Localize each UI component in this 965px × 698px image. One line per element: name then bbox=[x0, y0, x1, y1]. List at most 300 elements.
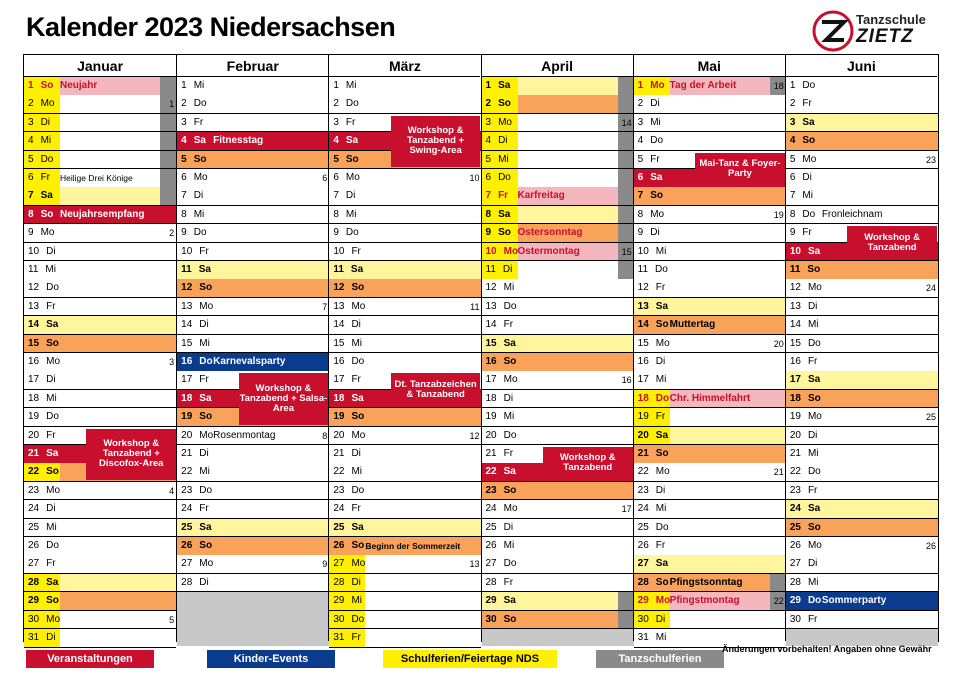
day-label bbox=[790, 132, 815, 150]
day-row bbox=[634, 611, 786, 630]
day-row bbox=[329, 95, 481, 114]
weekday: Do bbox=[807, 466, 821, 478]
day-row bbox=[634, 187, 786, 206]
day-label bbox=[181, 95, 206, 113]
day-row bbox=[482, 169, 634, 188]
week-number: 14 bbox=[621, 117, 632, 128]
day-number: 24 bbox=[28, 503, 40, 515]
day-row bbox=[786, 187, 938, 206]
day-row bbox=[329, 500, 481, 519]
day-row bbox=[786, 169, 938, 188]
day-label bbox=[181, 445, 209, 463]
day-number: 27 bbox=[789, 558, 801, 570]
day-number: 30 bbox=[333, 613, 345, 625]
day-number: 13 bbox=[181, 300, 193, 312]
day-number: 17 bbox=[637, 374, 649, 386]
weekday: Sa bbox=[351, 392, 364, 404]
day-row bbox=[786, 298, 938, 317]
day-number: 12 bbox=[637, 282, 649, 294]
day-label bbox=[28, 77, 53, 95]
day-row bbox=[786, 353, 938, 372]
day-row bbox=[634, 537, 786, 556]
day-number: 22 bbox=[181, 466, 193, 478]
day-row bbox=[786, 114, 938, 133]
day-label bbox=[638, 482, 666, 500]
day-row bbox=[177, 279, 329, 298]
weekday: Mi bbox=[807, 576, 819, 588]
day-label bbox=[486, 445, 514, 463]
day-row bbox=[482, 279, 634, 298]
day-label bbox=[28, 629, 56, 647]
dance-school-closed-marker bbox=[618, 206, 634, 224]
day-label bbox=[790, 463, 821, 481]
day-number: 18 bbox=[333, 392, 345, 404]
day-number: 14 bbox=[637, 319, 649, 331]
day-number: 6 bbox=[485, 172, 492, 183]
day-label bbox=[486, 95, 511, 113]
day-label bbox=[28, 519, 57, 537]
weekday: Do bbox=[650, 135, 664, 147]
day-label bbox=[486, 261, 513, 279]
weekday: Do bbox=[199, 484, 213, 496]
day-row bbox=[482, 592, 634, 611]
weekday: Sa bbox=[46, 576, 59, 588]
day-number: 16 bbox=[181, 356, 193, 367]
day-row bbox=[329, 316, 481, 335]
day-row bbox=[177, 224, 329, 243]
day-number: 24 bbox=[181, 503, 193, 515]
day-label bbox=[28, 445, 58, 463]
day-label bbox=[333, 206, 356, 224]
event-box: Workshop & Tanzabend bbox=[543, 447, 633, 480]
day-number: 25 bbox=[637, 521, 649, 533]
day-row bbox=[329, 169, 481, 188]
week-number: 8 bbox=[322, 430, 328, 441]
day-row bbox=[634, 316, 786, 335]
day-number: 20 bbox=[637, 429, 649, 441]
day-number: 21 bbox=[333, 448, 345, 459]
month-column-april bbox=[481, 55, 633, 641]
day-number: 4 bbox=[181, 135, 187, 147]
day-number: 11 bbox=[485, 264, 496, 275]
week-number: 18 bbox=[773, 81, 784, 91]
month-header: Januar bbox=[24, 55, 176, 77]
weekday: Mi bbox=[503, 282, 515, 294]
day-row bbox=[329, 537, 481, 556]
dance-school-closed-marker bbox=[160, 114, 176, 132]
day-label bbox=[486, 574, 514, 592]
day-label bbox=[790, 555, 818, 573]
day-label bbox=[638, 169, 663, 187]
day-note: Karfreitag bbox=[517, 190, 565, 202]
day-number: 26 bbox=[637, 540, 649, 551]
day-number: 31 bbox=[333, 632, 345, 643]
weekday: Di bbox=[351, 319, 361, 331]
day-number: 20 bbox=[181, 429, 193, 441]
weekday: Fr bbox=[199, 374, 209, 386]
day-label bbox=[181, 353, 212, 371]
weekday: Do bbox=[655, 264, 668, 275]
day-label bbox=[486, 500, 518, 518]
day-label bbox=[486, 611, 517, 629]
weekday: Mo bbox=[503, 503, 518, 515]
weekday: Di bbox=[40, 116, 51, 128]
day-number: 9 bbox=[485, 227, 492, 239]
day-row bbox=[634, 445, 786, 464]
weekday: Mi bbox=[46, 392, 57, 404]
day-label bbox=[28, 151, 53, 169]
day-number: 17 bbox=[28, 374, 40, 386]
day-note: Karnevalsparty bbox=[213, 356, 286, 367]
weekday: Do bbox=[193, 227, 207, 239]
week-number: 20 bbox=[773, 338, 784, 349]
day-number: 11 bbox=[181, 264, 192, 275]
day-number: 17 bbox=[333, 374, 345, 386]
day-number: 15 bbox=[28, 337, 40, 349]
weekday: Mo bbox=[655, 466, 670, 478]
day-number: 25 bbox=[181, 521, 193, 533]
event-box: Mai-Tanz & Foyer-Party bbox=[695, 153, 785, 186]
day-number: 4 bbox=[333, 135, 339, 147]
weekday: Di bbox=[199, 576, 209, 588]
day-number: 30 bbox=[637, 613, 649, 625]
day-label bbox=[333, 611, 364, 629]
day-row bbox=[634, 427, 786, 446]
day-row bbox=[634, 519, 786, 538]
day-row bbox=[482, 574, 634, 593]
day-number: 15 bbox=[485, 337, 497, 349]
day-label bbox=[181, 279, 212, 297]
weekday: So bbox=[807, 264, 821, 275]
day-number: 23 bbox=[333, 484, 345, 496]
weekday: Mi bbox=[345, 80, 357, 91]
day-number: 14 bbox=[789, 319, 801, 331]
day-label bbox=[638, 408, 666, 426]
day-number: 3 bbox=[28, 116, 34, 128]
day-label bbox=[28, 390, 57, 408]
weekday: Mi bbox=[193, 208, 205, 220]
day-label bbox=[181, 132, 206, 150]
day-row bbox=[24, 151, 176, 170]
day-number: 28 bbox=[789, 576, 801, 588]
day-number: 16 bbox=[637, 356, 649, 367]
day-label bbox=[333, 629, 361, 647]
weekday: Fr bbox=[655, 282, 666, 294]
week-number: 16 bbox=[621, 375, 632, 386]
day-number: 15 bbox=[637, 337, 649, 349]
day-row bbox=[329, 335, 481, 354]
day-label bbox=[333, 445, 361, 463]
day-number: 28 bbox=[181, 576, 193, 588]
day-number: 16 bbox=[333, 356, 345, 367]
day-number: 29 bbox=[789, 595, 801, 607]
day-label bbox=[333, 187, 355, 205]
day-label bbox=[638, 555, 668, 573]
day-number: 25 bbox=[28, 521, 40, 533]
day-label bbox=[486, 335, 516, 353]
day-label bbox=[638, 261, 668, 279]
day-number: 24 bbox=[485, 503, 497, 515]
disclaimer: Änderungen vorbehalten! Angaben ohne Gewähr bbox=[722, 644, 932, 654]
day-label bbox=[790, 114, 815, 132]
weekday: Mi bbox=[802, 190, 813, 202]
weekday: Mi bbox=[46, 521, 57, 533]
day-label bbox=[333, 95, 358, 113]
day-number: 25 bbox=[333, 521, 345, 533]
weekday: Sa bbox=[802, 116, 815, 128]
day-label bbox=[28, 169, 50, 187]
day-number: 29 bbox=[637, 595, 649, 607]
weekday: Do bbox=[351, 356, 365, 367]
day-number: 20 bbox=[485, 429, 497, 441]
day-number: 8 bbox=[789, 208, 796, 220]
day-number: 6 bbox=[28, 172, 34, 183]
day-number: 13 bbox=[637, 300, 649, 312]
day-label bbox=[638, 519, 669, 537]
day-number: 19 bbox=[181, 411, 193, 423]
weekday: So bbox=[199, 540, 213, 551]
weekday: Mo bbox=[351, 300, 366, 312]
day-row bbox=[634, 463, 786, 482]
day-number: 26 bbox=[789, 540, 801, 551]
day-label bbox=[181, 151, 206, 169]
day-label bbox=[638, 445, 669, 463]
day-label bbox=[790, 169, 812, 187]
weekday: Mi bbox=[650, 116, 661, 128]
day-row bbox=[786, 537, 938, 556]
weekday: Fr bbox=[46, 300, 56, 312]
day-label bbox=[486, 555, 517, 573]
day-label bbox=[333, 224, 358, 242]
day-number: 15 bbox=[789, 337, 801, 349]
day-note: Tag der Arbeit bbox=[669, 80, 737, 91]
day-label bbox=[790, 187, 813, 205]
day-row bbox=[329, 279, 481, 298]
day-row bbox=[177, 95, 329, 114]
weekday: So bbox=[655, 448, 669, 459]
day-label bbox=[181, 261, 211, 279]
day-label bbox=[486, 482, 517, 500]
day-label bbox=[333, 390, 363, 408]
day-number: 27 bbox=[333, 558, 345, 570]
empty-days-filler bbox=[177, 592, 329, 646]
day-label bbox=[28, 261, 56, 279]
day-number: 19 bbox=[637, 411, 649, 423]
day-row bbox=[786, 279, 938, 298]
weekday: Di bbox=[46, 374, 56, 386]
week-number: 10 bbox=[469, 173, 480, 183]
day-row bbox=[177, 243, 329, 262]
weekday: So bbox=[46, 466, 59, 478]
event-box: Workshop & Tanzabend bbox=[847, 226, 937, 259]
day-row bbox=[634, 555, 786, 574]
day-number: 1 bbox=[333, 80, 339, 91]
day-row bbox=[177, 537, 329, 556]
day-row bbox=[24, 206, 176, 225]
day-row bbox=[786, 371, 938, 390]
day-row bbox=[482, 114, 634, 133]
day-label bbox=[790, 243, 820, 261]
weekday: So bbox=[351, 540, 365, 551]
weekday: Di bbox=[650, 227, 660, 239]
day-row bbox=[329, 427, 481, 446]
day-row bbox=[786, 77, 938, 96]
day-label bbox=[28, 335, 59, 353]
day-note: Pfingstsonntag bbox=[669, 576, 743, 588]
weekday: Sa bbox=[503, 466, 516, 478]
day-row bbox=[24, 243, 176, 262]
day-label bbox=[486, 187, 509, 205]
day-row bbox=[329, 592, 481, 611]
day-number: 19 bbox=[28, 411, 40, 423]
day-row bbox=[177, 151, 329, 170]
weekday: Do bbox=[503, 429, 517, 441]
day-row bbox=[177, 114, 329, 133]
day-row bbox=[177, 500, 329, 519]
weekday: Mi bbox=[498, 153, 509, 165]
day-label bbox=[638, 592, 671, 610]
week-number: 2 bbox=[169, 228, 175, 239]
day-number: 16 bbox=[485, 356, 497, 367]
day-row bbox=[177, 463, 329, 482]
day-label bbox=[333, 537, 364, 555]
weekday: Di bbox=[802, 172, 812, 183]
day-label bbox=[181, 427, 213, 445]
day-number: 14 bbox=[181, 319, 193, 331]
weekday: Do bbox=[193, 98, 207, 110]
day-label bbox=[486, 390, 514, 408]
day-label bbox=[486, 427, 517, 445]
day-row bbox=[24, 537, 176, 556]
day-row bbox=[24, 371, 176, 390]
day-label bbox=[638, 279, 666, 297]
dance-school-closed-marker bbox=[618, 261, 634, 279]
day-label bbox=[638, 353, 666, 371]
day-row bbox=[786, 95, 938, 114]
day-row bbox=[329, 77, 481, 96]
weekday: Do bbox=[498, 172, 511, 183]
day-row bbox=[329, 629, 481, 648]
weekday: So bbox=[655, 319, 669, 331]
day-note: Ostersonntag bbox=[517, 227, 583, 239]
day-row bbox=[24, 408, 176, 427]
weekday: Sa bbox=[351, 521, 364, 533]
weekday: Mi bbox=[503, 411, 515, 423]
weekday: So bbox=[193, 153, 207, 165]
day-row bbox=[634, 592, 786, 611]
day-label bbox=[333, 592, 362, 610]
day-label bbox=[28, 206, 53, 224]
day-row bbox=[177, 555, 329, 574]
day-note: Pfingstmontag bbox=[669, 595, 740, 607]
weekday: Do bbox=[46, 540, 59, 551]
weekday: Fr bbox=[807, 356, 818, 367]
weekday: Sa bbox=[350, 264, 364, 275]
day-label bbox=[486, 463, 516, 481]
day-label bbox=[486, 353, 517, 371]
weekday: Mi bbox=[351, 595, 363, 607]
day-number: 3 bbox=[485, 116, 492, 128]
day-label bbox=[638, 114, 661, 132]
day-label bbox=[486, 243, 519, 261]
weekday: Fr bbox=[503, 319, 514, 331]
day-label bbox=[28, 537, 59, 555]
weekday: Do bbox=[802, 80, 816, 91]
day-number: 5 bbox=[485, 153, 492, 165]
day-note: Rosenmontag bbox=[213, 429, 276, 441]
day-row bbox=[24, 95, 176, 114]
day-row bbox=[24, 592, 176, 611]
day-label bbox=[790, 224, 812, 242]
day-number: 26 bbox=[485, 540, 497, 551]
weekday: Mi bbox=[40, 135, 52, 147]
day-label bbox=[790, 519, 821, 537]
day-row bbox=[24, 353, 176, 372]
day-row bbox=[786, 390, 938, 409]
day-number: 23 bbox=[28, 484, 40, 496]
weekday: Do bbox=[655, 521, 669, 533]
day-number: 9 bbox=[333, 227, 339, 239]
day-number: 9 bbox=[637, 227, 644, 239]
day-row bbox=[177, 77, 329, 96]
week-number: 4 bbox=[169, 485, 175, 496]
week-number: 3 bbox=[169, 357, 175, 367]
weekday: Mo bbox=[498, 116, 512, 128]
day-number: 8 bbox=[181, 208, 187, 220]
day-number: 30 bbox=[28, 613, 40, 625]
day-row bbox=[177, 132, 329, 151]
day-label bbox=[181, 574, 209, 592]
day-row bbox=[786, 316, 938, 335]
day-row bbox=[177, 169, 329, 188]
week-number: 15 bbox=[621, 246, 632, 257]
day-label bbox=[486, 206, 511, 224]
month-header: Juni bbox=[786, 55, 937, 77]
weekday: Mo bbox=[40, 227, 55, 239]
day-number: 23 bbox=[485, 484, 497, 496]
day-row bbox=[634, 243, 786, 262]
event-box: Workshop & Tanzabend + Discofox-Area bbox=[86, 429, 176, 480]
weekday: Mo bbox=[650, 80, 665, 91]
day-number: 9 bbox=[789, 227, 796, 239]
weekday: Mo bbox=[655, 595, 671, 607]
day-row bbox=[24, 335, 176, 354]
day-number: 18 bbox=[789, 392, 801, 404]
day-row bbox=[634, 261, 786, 280]
day-label bbox=[181, 371, 209, 389]
dance-school-closed-marker bbox=[618, 132, 634, 150]
weekday: Sa bbox=[655, 429, 669, 441]
day-number: 4 bbox=[789, 135, 796, 147]
day-label bbox=[333, 482, 364, 500]
weekday: Di bbox=[650, 98, 660, 110]
week-number: 7 bbox=[322, 301, 328, 312]
day-label bbox=[181, 169, 207, 187]
day-label bbox=[333, 335, 362, 353]
day-label bbox=[486, 316, 514, 334]
day-note: Neujahr bbox=[60, 80, 98, 91]
day-row bbox=[786, 445, 938, 464]
day-row bbox=[329, 519, 481, 538]
day-number: 31 bbox=[28, 632, 40, 643]
day-row bbox=[786, 206, 938, 225]
day-note: Ostermontag bbox=[517, 245, 580, 257]
weekday: Di bbox=[46, 632, 56, 643]
day-number: 24 bbox=[333, 503, 345, 515]
day-number: 7 bbox=[789, 190, 796, 202]
day-number: 2 bbox=[485, 98, 492, 110]
day-label bbox=[486, 371, 518, 389]
